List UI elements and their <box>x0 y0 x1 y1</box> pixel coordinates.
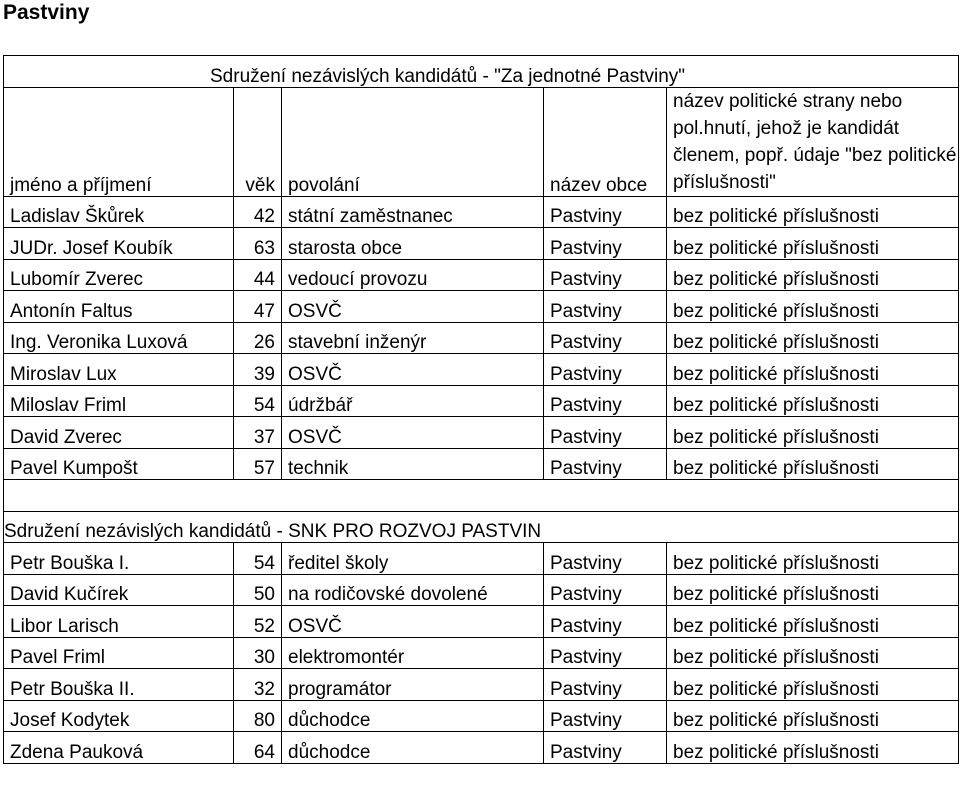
cell-party: bez politické příslušnosti <box>667 574 959 606</box>
cell-occupation: státní zaměstnanec <box>282 196 544 228</box>
cell-occupation: ředitel školy <box>282 543 544 575</box>
cell-occupation: OSVČ <box>282 291 544 323</box>
cell-municipality: Pastviny <box>544 322 667 354</box>
cell-age: 54 <box>234 543 282 575</box>
cell-party: bez politické příslušnosti <box>667 732 959 764</box>
cell-occupation: vedoucí provozu <box>282 259 544 291</box>
cell-occupation: údržbář <box>282 385 544 417</box>
header-municipality: název obce <box>544 87 667 196</box>
page-title: Pastviny <box>3 1 90 24</box>
cell-party: bez politické příslušnosti <box>667 259 959 291</box>
header-occupation: povolání <box>282 87 544 196</box>
cell-occupation: elektromontér <box>282 637 544 669</box>
cell-municipality: Pastviny <box>544 669 667 701</box>
cell-municipality: Pastviny <box>544 196 667 228</box>
cell-name: Josef Kodytek <box>4 700 234 732</box>
cell-party: bez politické příslušnosti <box>667 543 959 575</box>
cell-municipality: Pastviny <box>544 606 667 638</box>
cell-age: 54 <box>234 385 282 417</box>
cell-party: bez politické příslušnosti <box>667 196 959 228</box>
cell-party: bez politické příslušnosti <box>667 417 959 449</box>
cell-age: 50 <box>234 574 282 606</box>
cell-occupation: důchodce <box>282 732 544 764</box>
cell-municipality: Pastviny <box>544 543 667 575</box>
table-row <box>4 354 959 386</box>
cell-name: Ladislav Škůrek <box>4 196 234 228</box>
cell-municipality: Pastviny <box>544 354 667 386</box>
group-title: Sdružení nezávislých kandidátů - SNK PRO ROZVOJ PASTVIN <box>4 511 959 543</box>
cell-age: 30 <box>234 637 282 669</box>
cell-age: 80 <box>234 700 282 732</box>
cell-age: 44 <box>234 259 282 291</box>
cell-municipality: Pastviny <box>544 259 667 291</box>
cell-occupation: technik <box>282 448 544 480</box>
cell-municipality: Pastviny <box>544 700 667 732</box>
header-row <box>4 87 959 196</box>
cell-party: bez politické příslušnosti <box>667 385 959 417</box>
table-row <box>4 196 959 228</box>
cell-name: Pavel Friml <box>4 637 234 669</box>
cell-municipality: Pastviny <box>544 732 667 764</box>
table-row <box>4 606 959 638</box>
cell-occupation: důchodce <box>282 700 544 732</box>
spacer-cell <box>4 480 959 512</box>
cell-age: 57 <box>234 448 282 480</box>
cell-party: bez politické příslušnosti <box>667 606 959 638</box>
table-row <box>4 322 959 354</box>
header-age: věk <box>234 87 282 196</box>
cell-name: Libor Larisch <box>4 606 234 638</box>
candidate-table <box>3 55 959 764</box>
cell-municipality: Pastviny <box>544 637 667 669</box>
candidate-table-body <box>4 56 959 764</box>
cell-municipality: Pastviny <box>544 448 667 480</box>
cell-name: Ing. Veronika Luxová <box>4 322 234 354</box>
cell-party: bez politické příslušnosti <box>667 700 959 732</box>
cell-age: 64 <box>234 732 282 764</box>
header-party: název politické strany nebo pol.hnutí, jehož je kandidát členem, popř. údaje "bez politické příslušnosti" <box>667 87 959 196</box>
cell-name: David Kučírek <box>4 574 234 606</box>
cell-name: Petr Bouška II. <box>4 669 234 701</box>
cell-name: Lubomír Zverec <box>4 259 234 291</box>
table-row <box>4 574 959 606</box>
cell-age: 39 <box>234 354 282 386</box>
cell-occupation: OSVČ <box>282 606 544 638</box>
cell-party: bez politické příslušnosti <box>667 322 959 354</box>
table-row <box>4 228 959 260</box>
cell-occupation: OSVČ <box>282 417 544 449</box>
cell-name: Miroslav Lux <box>4 354 234 386</box>
cell-party: bez politické příslušnosti <box>667 354 959 386</box>
spacer-row <box>4 480 959 512</box>
cell-municipality: Pastviny <box>544 417 667 449</box>
header-name: jméno a příjmení <box>4 87 234 196</box>
cell-municipality: Pastviny <box>544 385 667 417</box>
cell-name: Miloslav Friml <box>4 385 234 417</box>
cell-name: David Zverec <box>4 417 234 449</box>
cell-occupation: starosta obce <box>282 228 544 260</box>
table-row <box>4 543 959 575</box>
cell-occupation: stavební inženýr <box>282 322 544 354</box>
table-row <box>4 448 959 480</box>
cell-party: bez politické příslušnosti <box>667 637 959 669</box>
table-row <box>4 259 959 291</box>
cell-occupation: OSVČ <box>282 354 544 386</box>
group-title-row <box>4 56 959 88</box>
table-row <box>4 291 959 323</box>
cell-party: bez politické příslušnosti <box>667 291 959 323</box>
table-row <box>4 700 959 732</box>
table-row <box>4 732 959 764</box>
cell-name: Pavel Kumpošt <box>4 448 234 480</box>
cell-age: 63 <box>234 228 282 260</box>
cell-occupation: programátor <box>282 669 544 701</box>
cell-name: JUDr. Josef Koubík <box>4 228 234 260</box>
cell-name: Antonín Faltus <box>4 291 234 323</box>
cell-party: bez politické příslušnosti <box>667 448 959 480</box>
cell-occupation: na rodičovské dovolené <box>282 574 544 606</box>
cell-name: Petr Bouška I. <box>4 543 234 575</box>
cell-municipality: Pastviny <box>544 574 667 606</box>
cell-age: 42 <box>234 196 282 228</box>
cell-party: bez politické příslušnosti <box>667 669 959 701</box>
group-title-row <box>4 511 959 543</box>
cell-age: 47 <box>234 291 282 323</box>
table-row <box>4 417 959 449</box>
cell-age: 37 <box>234 417 282 449</box>
cell-municipality: Pastviny <box>544 228 667 260</box>
table-row <box>4 637 959 669</box>
cell-age: 52 <box>234 606 282 638</box>
cell-age: 26 <box>234 322 282 354</box>
cell-age: 32 <box>234 669 282 701</box>
table-row <box>4 669 959 701</box>
cell-party: bez politické příslušnosti <box>667 228 959 260</box>
table-row <box>4 385 959 417</box>
cell-municipality: Pastviny <box>544 291 667 323</box>
cell-name: Zdena Pauková <box>4 732 234 764</box>
group-title: Sdružení nezávislých kandidátů - "Za jednotné Pastviny" <box>4 56 959 88</box>
